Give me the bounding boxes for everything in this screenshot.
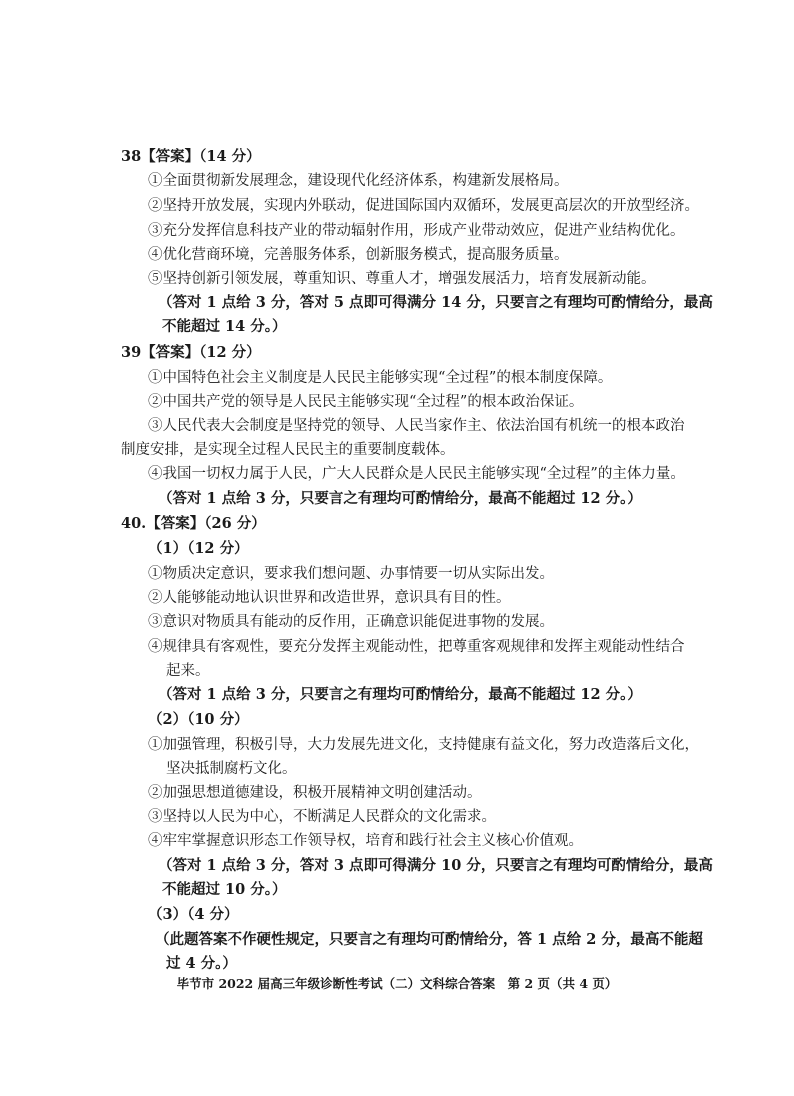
q40-part1-item-4-cont: 起来。 xyxy=(166,663,210,679)
q40-part1-header: （1）（12 分） xyxy=(148,540,249,557)
q38-item-2: ②坚持开放发展，实现内外联动，促进国际国内双循环，发展更高层次的开放型经济。 xyxy=(148,198,699,214)
q39-item-3-cont: 制度安排，是实现全过程人民民主的重要制度载体。 xyxy=(121,442,455,458)
q38-item-1: ①全面贯彻新发展理念，建设现代化经济体系，构建新发展格局。 xyxy=(148,173,569,189)
q38-scoring-note-cont: 不能超过 14 分。） xyxy=(162,318,287,335)
q39-scoring-note: （答对 1 点给 3 分，只要言之有理均可酌情给分，最高不能超过 12 分。） xyxy=(158,490,642,507)
q40-part2-scoring-note-cont: 不能超过 10 分。） xyxy=(162,881,287,898)
q40-part2-header: （2）（10 分） xyxy=(148,711,249,728)
q40-part3-header: （3）（4 分） xyxy=(148,906,239,923)
q40-part1-item-1: ①物质决定意识，要求我们想问题、办事情要一切从实际出发。 xyxy=(148,566,554,582)
q40-part1-item-3: ③意识对物质具有能动的反作用，正确意识能促进事物的发展。 xyxy=(148,614,554,630)
q38-item-3: ③充分发挥信息科技产业的带动辐射作用，形成产业带动效应，促进产业结构优化。 xyxy=(148,223,685,239)
q40-part3-scoring-note-cont: 过 4 分。） xyxy=(166,955,237,972)
q38-item-5: ⑤坚持创新引领发展，尊重知识、尊重人才，增强发展活力，培育发展新动能。 xyxy=(148,271,656,287)
q39-item-3: ③人民代表大会制度是坚持党的领导、人民当家作主、依法治国有机统一的根本政治 xyxy=(148,418,685,434)
q40-part2-item-1-cont: 坚决抵制腐朽文化。 xyxy=(166,761,297,777)
q40-part2-item-1: ①加强管理，积极引导，大力发展先进文化，支持健康有益文化，努力改造落后文化， xyxy=(148,737,699,753)
q39-item-2: ②中国共产党的领导是人民民主能够实现“全过程”的根本政治保证。 xyxy=(148,394,584,410)
q40-part2-scoring-note: （答对 1 点给 3 分，答对 3 点即可得满分 10 分，只要言之有理均可酌情给分，最高 xyxy=(158,857,713,874)
q38-header: 38【答案】（14 分） xyxy=(121,148,261,165)
q40-part2-item-3: ③坚持以人民为中心，不断满足人民群众的文化需求。 xyxy=(148,809,496,825)
q40-part1-item-2: ②人能够能动地认识世界和改造世界，意识具有目的性。 xyxy=(148,590,511,606)
q39-header: 39【答案】（12 分） xyxy=(121,344,261,361)
q40-part1-scoring-note: （答对 1 点给 3 分，只要言之有理均可酌情给分，最高不能超过 12 分。） xyxy=(158,686,642,703)
q40-part3-scoring-note: （此题答案不作硬性规定，只要言之有理均可酌情给分，答 1 点给 2 分，最高不能超 xyxy=(155,931,703,948)
q38-scoring-note: （答对 1 点给 3 分，答对 5 点即可得满分 14 分，只要言之有理均可酌情给分，最高 xyxy=(158,294,713,311)
q38-item-4: ④优化营商环境，完善服务体系，创新服务模式，提高服务质量。 xyxy=(148,247,569,263)
q39-item-1: ①中国特色社会主义制度是人民民主能够实现“全过程”的根本制度保障。 xyxy=(148,370,613,386)
q40-part1-item-4: ④规律具有客观性，要充分发挥主观能动性，把尊重客观规律和发挥主观能动性结合 xyxy=(148,639,685,655)
q40-part2-item-4: ④牢牢掌握意识形态工作领导权，培育和践行社会主义核心价值观。 xyxy=(148,833,583,849)
q40-header: 40.【答案】（26 分） xyxy=(121,515,266,532)
page-footer: 毕节市 2022 届高三年级诊断性考试（二）文科综合答案 第 2 页（共 4 页） xyxy=(176,976,618,991)
q39-item-4: ④我国一切权力属于人民，广大人民群众是人民民主能够实现“全过程”的主体力量。 xyxy=(148,466,685,482)
q40-part2-item-2: ②加强思想道德建设，积极开展精神文明创建活动。 xyxy=(148,785,482,801)
